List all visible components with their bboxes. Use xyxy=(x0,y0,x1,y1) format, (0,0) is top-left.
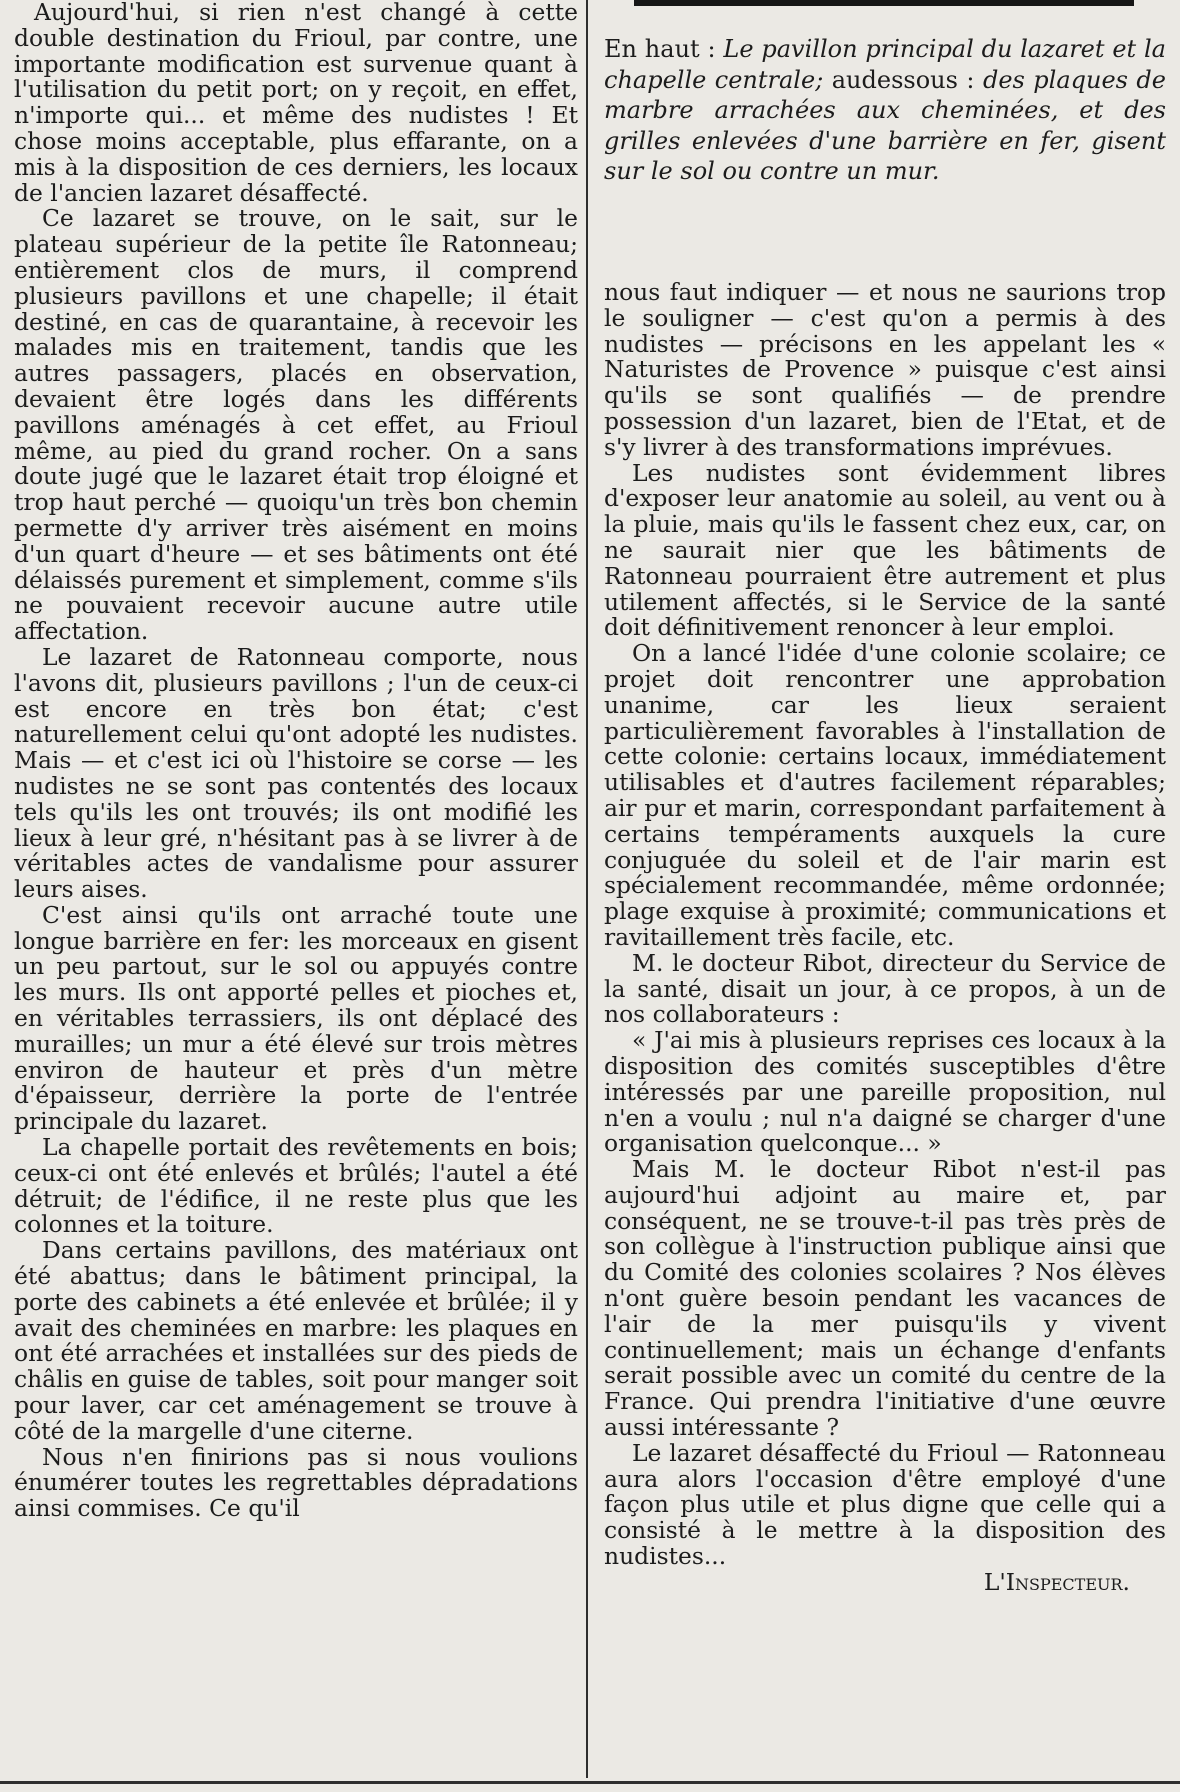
article-left-column xyxy=(14,0,578,1522)
article-paragraph-7: Nous n'en finirions pas si nous voulions énumérer toutes les regrettables dépradations ainsi commises. Ce qu'il xyxy=(14,1442,578,1523)
caption-top-text: Le pavillon principal du lazaret et la chapelle centrale; xyxy=(604,35,1166,94)
article-paragraph-2: Ce lazaret se trouve, on le sait, sur le plateau supérieur de la petite île Ratonneau; entièrement clos de murs, il comprend plusieurs pavillons et une chapelle; il était destiné, en cas de quarantaine, à recevoir les malades mis en traitement, tandis que les autres passagers, placés en observation, devaient être logés dans les différents pavillons aménagés à cet effet, au Frioul même, au pied du grand rocher. On a sans doute jugé que le lazaret était trop éloigné et trop haut perché — quoiqu'un très bon chemin permette d'y arriver très aisément en moins d'un quart d'heure — et ses bâtiments ont été délaissés purement et simplement, comme s'ils ne pouvaient recevoir aucune autre utile affectation. xyxy=(14,204,578,646)
article-paragraph-3: Le lazaret de Ratonneau comporte, nous l'avons dit, plusieurs pavillons ; l'un de ceux-ci est encore en très bon état; c'est naturellement celui qu'ont adopté les nudistes. Mais — et c'est ici où l'histoire se corse — les nudistes ne se sont pas contentés des locaux tels qu'ils les ont trouvés; ils ont modifié les lieux à leur gré, n'hésitant pas à se livrer à de véritables actes de vandalisme pour assurer leurs aises. xyxy=(14,642,578,904)
article-paragraph-10: On a lancé l'idée d'une colonie scolaire; ce projet doit rencontrer une approbation unanime, car les lieux seraient particulièrement favorables à l'installation de cette colonie: certains locaux, immédiatement utilisables et d'autres facilement réparables; air pur et marin, correspondant parfaitement à certains tempéraments auxquels la cure conjuguée du soleil et de l'air marin est spécialement recommandée, même ordonnée; plage exquise à proximité; communications et ravitaillement très facile, etc. xyxy=(604,639,1166,951)
article-quote: « J'ai mis à plusieurs reprises ces locaux à la disposition des comités susceptibles d'être intéressés par une pareille proposition, nul n'en a voulu ; nul n'a daigné se charger d'une organisation quelconque... » xyxy=(604,1026,1166,1158)
column-divider xyxy=(586,0,588,1778)
article-paragraph-5: La chapelle portait des revêtements en bois; ceux-ci ont été enlevés et brûlés; l'autel a été détruit; de l'édifice, il ne reste plus que les colonnes et la toiture. xyxy=(14,1133,578,1239)
caption-bottom-text: des plaques de marbre arrachées aux cheminées, et des grilles enlevées d'une barrière en fer, gisent sur le sol ou contre un mur. xyxy=(604,65,1166,185)
article-signature: L'Inspecteur. xyxy=(983,1567,1130,1596)
article-paragraph-11: M. le docteur Ribot, directeur du Service de la santé, disait un jour, à ce propos, à un de nos collaborateurs : xyxy=(604,948,1166,1029)
article-paragraph-1: Aujourd'hui, si rien n'est changé à cette double destination du Frioul, par contre, une importante modification est survenue quant à l'utilisation du petit port; on y reçoit, en effet, n'importe qui... et même des nudistes ! Et chose moins acceptable, plus effarante, on a mis à la disposition de ces derniers, les locaux de l'ancien lazaret désaffecté. xyxy=(14,0,578,207)
article-paragraph-4: C'est ainsi qu'ils ont arraché toute une longue barrière en fer: les morceaux en gisent un peu partout, sur le sol ou appuyés contre les murs. Ils ont apporté pelles et pioches et, en véritables terrassiers, ils ont déplacé des murailles; un mur a été élevé sur trois mètres environ de hauteur et près d'un mètre d'épaisseur, derrière la porte de l'entrée principale du lazaret. xyxy=(14,900,578,1136)
article-paragraph-12: Mais M. le docteur Ribot n'est-il pas aujourd'hui adjoint au maire et, par conséquent, ne se trouve-t-il pas très près de son collègue à l'instruction publique ainsi que du Comité des colonies scolaires ? Nos élèves n'ont guère besoin pendant les vacances de l'air de la mer puisqu'ils y vivent continuellement; mais un échange d'enfants serait possible avec un comité du centre de la France. Qui prendra l'initiative d'une œuvre aussi intéressante ? xyxy=(604,1155,1166,1442)
photo-caption xyxy=(604,34,1166,187)
article-paragraph-6: Dans certains pavillons, des matériaux ont été abattus; dans le bâtiment principal, la porte des cabinets a été enlevée et brûlée; il y avait des cheminées en marbre: les plaques en ont été arrachées et installées sur des pieds de châlis en guise de tables, soit pour manger soit pour laver, car cet aménagement se trouve à côté de la margelle d'une citerne. xyxy=(14,1236,578,1445)
caption-lead: En haut : xyxy=(604,35,716,63)
photo-bottom-edge xyxy=(634,0,1134,6)
article-paragraph-9: Les nudistes sont évidemment libres d'exposer leur anatomie au soleil, au vent ou à la pluie, mais qu'ils le fassent chez eux, car, on ne saurait nier que les bâtiments de Ratonneau pourraient être autrement et plus utilement affectés, si le Service de la santé doit définitivement renoncer à leur emploi. xyxy=(604,458,1166,642)
article-paragraph-8: nous faut indiquer — et nous ne saurions trop le souligner — c'est qu'on a permis à des nudistes — précisons en les appelant les « Naturistes de Provence » puisque c'est ainsi qu'ils se sont qualifiés — de prendre possession d'un lazaret, bien de l'Etat, et de s'y livrer à des transformations imprévues. xyxy=(604,280,1166,461)
article-right-column xyxy=(604,280,1166,1596)
bottom-rule xyxy=(0,1781,1180,1784)
caption-separator: audessous : xyxy=(831,65,975,94)
article-paragraph-13: Le lazaret désaffecté du Frioul — Ratonneau aura alors l'occasion d'être employé d'une façon plus utile et plus digne que celle qui a consisté à le mettre à la disposition des nudistes... xyxy=(604,1438,1166,1571)
